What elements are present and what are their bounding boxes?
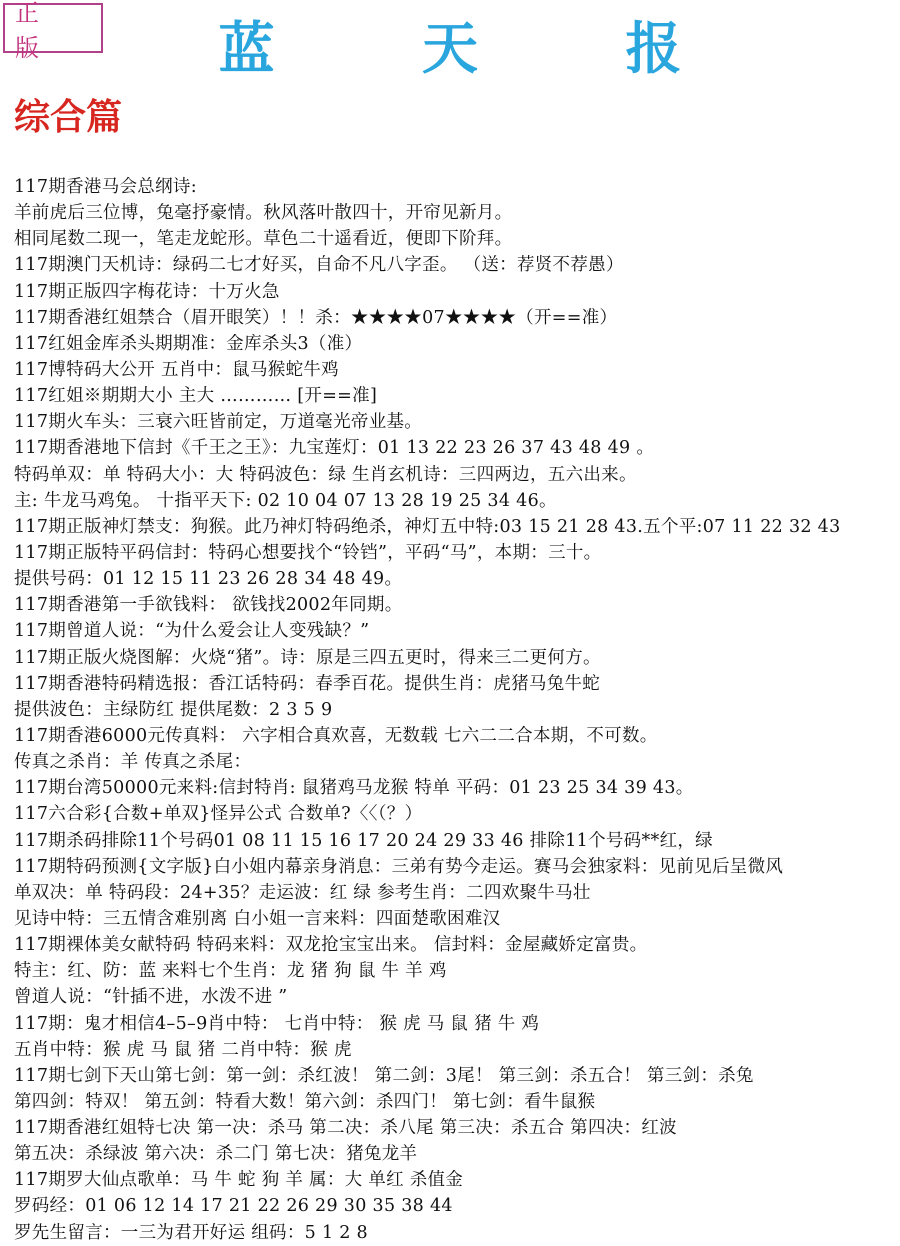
text-line: 五肖中特：猴 虎 马 鼠 猪 二肖中特：猴 虎 xyxy=(14,1039,352,1060)
text-line: 117期正版火烧图解：火烧“猪”。诗：原是三四五更时，得来三二更何方。 xyxy=(14,647,601,668)
text-line: 特码单双：单 特码大小：大 特码波色：绿 生肖玄机诗：三四两边，五六出来。 xyxy=(14,464,637,485)
text-line: 单双决：单 特码段：24+35？走运波：红 绿 参考生肖：二四欢聚牛马壮 xyxy=(14,882,591,903)
content-lines xyxy=(14,174,900,1246)
text-line: 117期香港第一手欲钱料： 欲钱找2002年同期。 xyxy=(14,595,403,616)
text-line: 提供波色：主绿防红 提供尾数：2 3 5 9 xyxy=(14,699,333,720)
text-line: 提供号码：01 12 15 11 23 26 28 34 48 49。 xyxy=(14,569,403,590)
text-line: 117期正版四字梅花诗：十万火急 xyxy=(14,281,280,302)
text-line: 117期澳门天机诗：绿码二七才好买，自命不凡八字歪。 （送：荐贤不荐愚） xyxy=(14,255,624,276)
text-line: 117期特码预测{文字版}白小姐内幕亲身消息：三弟有势今走运。赛马会独家料：见前见后呈微风 xyxy=(14,856,784,877)
text-line: 曾道人说：“针插不进，水泼不进 ” xyxy=(14,987,288,1008)
section-heading: 综合篇 xyxy=(14,96,123,138)
text-line: 第五决：杀绿波 第六决：杀二门 第七决：猪兔龙羊 xyxy=(14,1144,418,1165)
text-line: 传真之杀肖：羊 传真之杀尾： xyxy=(14,752,252,773)
text-line: 117期火车头：三衰六旺皆前定，万道毫光帝业基。 xyxy=(14,412,423,433)
text-line: 117红姐金库杀头期期准：金库杀头3（准） xyxy=(14,333,363,354)
text-line: 117期香港特码精选报：香江话特码：春季百花。提供生肖：虎猪马兔牛蛇 xyxy=(14,673,601,694)
text-line: 117期裸体美女献特码 特码来料：双龙抢宝宝出来。 信封料：金屋藏娇定富贵。 xyxy=(14,935,648,956)
text-line: 117期正版神灯禁支：狗猴。此乃神灯特码绝杀，神灯五中特:03 15 21 28 43.五个平:07 11 22 32 43 xyxy=(14,516,841,537)
text-line: 117期杀码排除11个号码01 08 11 15 16 17 20 24 29 33 46 排除11个号码**红，绿 xyxy=(14,830,713,851)
text-line: 相同尾数二现一，笔走龙蛇形。草色二十遥看近，便即下阶拜。 xyxy=(14,229,513,250)
text-line: 117博特码大公开 五肖中：鼠马猴蛇牛鸡 xyxy=(14,359,339,380)
text-line: 第四剑：特双！ 第五剑：特看大数！第六剑：杀四门！ 第七剑：看牛鼠猴 xyxy=(14,1091,596,1112)
text-line: 117期香港6000元传真料： 六字相合真欢喜，无数载 七六二二合本期，不可数。 xyxy=(14,725,658,746)
text-line: 117期台湾50000元来料:信封特肖: 鼠猪鸡马龙猴 特单 平码：01 23 25 34 39 43。 xyxy=(14,778,694,799)
text-line: 117期正版特平码信封：特码心想要找个“铃铛”，平码“马”，本期：三十。 xyxy=(14,542,602,563)
text-line: 罗先生留言：一三为君开好运 组码：5 1 2 8 xyxy=(14,1222,368,1243)
text-line: 117期香港红姐禁合（眉开眼笑）！！杀：★★★★07★★★★（开==准） xyxy=(14,307,618,328)
text-line: 主: 牛龙马鸡兔。 十指平天下: 02 10 04 07 13 28 19 25 34 46。 xyxy=(14,490,557,511)
text-line: 117六合彩{合数+单双}怪异公式 合数单?〈〈（？） xyxy=(14,804,423,825)
authentic-badge: 正 版 xyxy=(3,3,103,53)
text-line: 羊前虎后三位博，兔毫抒豪情。秋风落叶散四十，开帘见新月。 xyxy=(14,203,513,224)
text-line: 特主：红、防：蓝 来料七个生肖：龙 猪 狗 鼠 牛 羊 鸡 xyxy=(14,961,447,982)
text-line: 117期七剑下天山第七剑：第一剑：杀红波！ 第二剑：3尾！ 第三剑：杀五合！ 第三剑：杀兔 xyxy=(14,1065,754,1086)
text-line: 117期香港地下信封《千王之王》：九宝莲灯：01 13 22 23 26 37 43 48 49 。 xyxy=(14,438,655,459)
text-line: 见诗中特：三五情含难别离 白小姐一言来料：四面楚歌困难汉 xyxy=(14,908,501,929)
text-line: 117期罗大仙点歌单：马 牛 蛇 狗 羊 属：大 单红 杀值金 xyxy=(14,1170,464,1191)
text-line: 117期香港马会总纲诗: xyxy=(14,177,197,197)
text-line: 117期：鬼才相信4–5–9肖中特： 七肖中特： 猴 虎 马 鼠 猪 牛 鸡 xyxy=(14,1013,540,1034)
text-line: 117期曾道人说：“为什么爱会让人变残缺？” xyxy=(14,621,370,642)
newspaper-title: 蓝 天 报 xyxy=(218,16,746,82)
text-line: 117期香港红姐特七决 第一决：杀马 第二决：杀八尾 第三决：杀五合 第四决：红波 xyxy=(14,1118,677,1139)
text-line: 罗码经：01 06 12 14 17 21 22 26 29 30 35 38 44 xyxy=(14,1196,453,1217)
text-line: 117红姐※期期大小 主大 ………… [开==准] xyxy=(14,386,378,407)
